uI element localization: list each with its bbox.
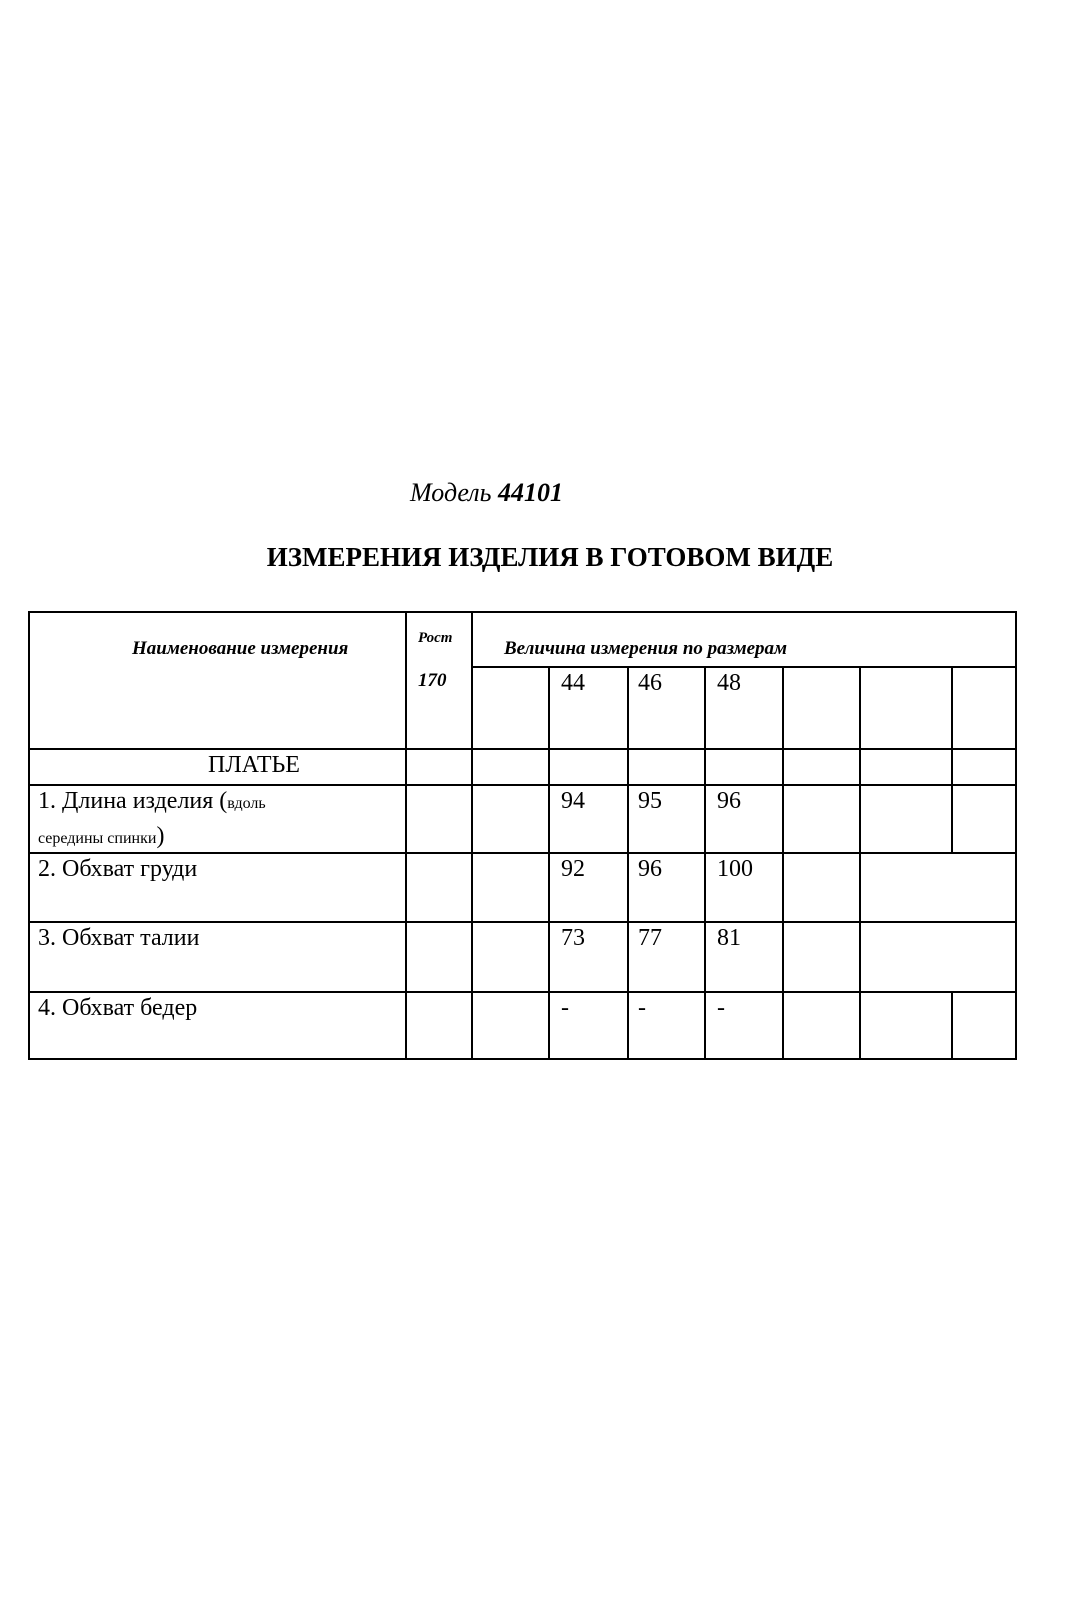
row-label: 4. Обхват бедер: [38, 995, 198, 1021]
height-label: Рост: [418, 630, 453, 646]
size-cell: [704, 666, 784, 750]
section-title: ПЛАТЬЕ: [208, 752, 300, 778]
size-label: 46: [638, 670, 662, 696]
cell-value: 100: [717, 856, 753, 882]
col-name-header: Наименование измерения: [132, 638, 349, 659]
size-label: 48: [717, 670, 741, 696]
model-label: Модель: [410, 478, 492, 507]
sizes-header: Величина измерения по размерам: [504, 638, 788, 659]
model-line: [410, 478, 563, 508]
row-label: 2. Обхват груди: [38, 856, 198, 882]
cell-value: 94: [561, 788, 585, 814]
cell-value: 95: [638, 788, 662, 814]
cell-value: 96: [638, 856, 662, 882]
height-value: 170: [418, 670, 447, 691]
header-name-cell: [28, 611, 407, 750]
cell-value: 73: [561, 925, 585, 951]
cell-value: -: [561, 995, 569, 1021]
model-number: 44101: [497, 478, 563, 507]
cell-value: 77: [638, 925, 662, 951]
row-label: 3. Обхват талии: [38, 925, 200, 951]
row-label-cont: середины спинки): [38, 823, 165, 849]
row-label: 1. Длина изделия (вдоль: [38, 788, 266, 814]
cell-value: 92: [561, 856, 585, 882]
page-title: ИЗМЕРЕНИЯ ИЗДЕЛИЯ В ГОТОВОМ ВИДЕ: [266, 542, 834, 572]
size-label: 44: [561, 670, 585, 696]
cell-value: 81: [717, 925, 741, 951]
cell-value: -: [717, 995, 725, 1021]
cell-value: -: [638, 995, 646, 1021]
cell-value: 96: [717, 788, 741, 814]
